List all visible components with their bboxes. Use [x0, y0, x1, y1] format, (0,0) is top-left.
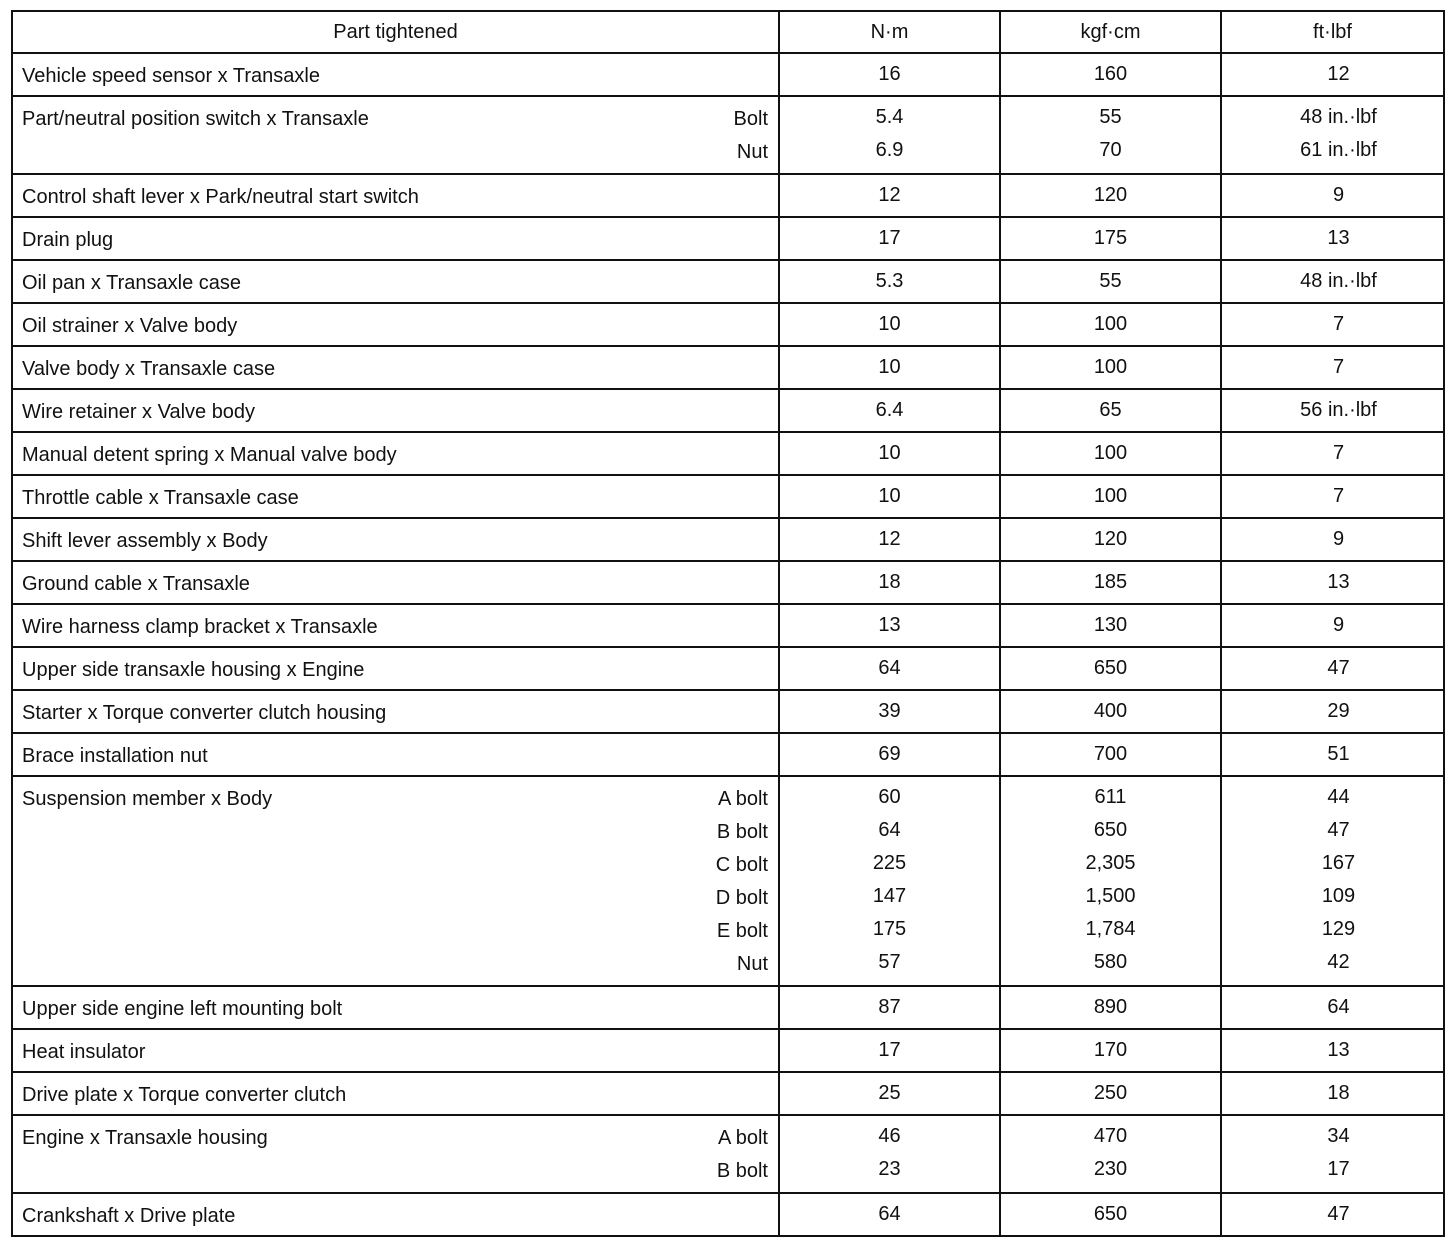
kgf-cm-value: 230	[1093, 1158, 1128, 1180]
kgf-cm-value: 170	[1093, 1039, 1128, 1061]
part-name: Throttle cable x Transaxle case	[22, 487, 299, 509]
ft-lbf-value-cell	[1221, 1193, 1444, 1236]
kgf-cm-value: 611	[1094, 786, 1127, 808]
table-row	[12, 986, 1444, 1029]
nm-value: 39	[878, 700, 901, 722]
part-cell	[12, 1029, 779, 1072]
nm-value-cell	[779, 1193, 1000, 1236]
part-cell	[12, 53, 779, 96]
nm-value-cell	[779, 346, 1000, 389]
table-row	[12, 561, 1444, 604]
nm-value-cell	[779, 1029, 1000, 1072]
ft-lbf-value-cell	[1221, 690, 1444, 733]
ft-lbf-value-cell	[1221, 432, 1444, 475]
nm-value: 18	[878, 571, 901, 593]
kgf-cm-value: 120	[1093, 528, 1128, 550]
ft-lbf-value: 64	[1327, 996, 1350, 1018]
torque-spec-table	[11, 10, 1445, 1237]
ft-lbf-value: 61 in.·lbf	[1300, 139, 1377, 161]
header-kgf-cm: kgf·cm	[1000, 11, 1221, 53]
kgf-cm-value: 120	[1093, 184, 1128, 206]
kgf-cm-value: 250	[1093, 1082, 1128, 1104]
kgf-cm-value-cell	[1000, 174, 1221, 217]
fastener-label: Nut	[736, 141, 768, 163]
part-cell	[12, 1193, 779, 1236]
nm-value: 46	[878, 1125, 901, 1147]
nm-value-cell	[779, 1115, 1000, 1193]
kgf-cm-value: 470	[1093, 1125, 1128, 1147]
table-row	[12, 1115, 1444, 1193]
kgf-cm-value-cell	[1000, 432, 1221, 475]
kgf-cm-value: 100	[1093, 442, 1128, 464]
table-row	[12, 733, 1444, 776]
table-row	[12, 389, 1444, 432]
ft-lbf-value-cell	[1221, 346, 1444, 389]
nm-value-cell	[779, 217, 1000, 260]
nm-value-cell	[779, 174, 1000, 217]
header-row	[12, 11, 1444, 53]
part-cell	[12, 690, 779, 733]
ft-lbf-value: 51	[1327, 743, 1350, 765]
ft-lbf-value: 7	[1332, 442, 1345, 464]
ft-lbf-value: 7	[1332, 313, 1345, 335]
ft-lbf-value-cell	[1221, 647, 1444, 690]
ft-lbf-value-cell	[1221, 260, 1444, 303]
table-row	[12, 475, 1444, 518]
kgf-cm-value-cell	[1000, 217, 1221, 260]
nm-value: 175	[872, 918, 907, 940]
kgf-cm-value: 650	[1093, 657, 1128, 679]
kgf-cm-value-cell	[1000, 1115, 1221, 1193]
nm-value: 5.3	[875, 270, 904, 292]
table-row	[12, 260, 1444, 303]
nm-value: 60	[878, 786, 901, 808]
part-name: Brace installation nut	[22, 745, 208, 767]
nm-value-cell	[779, 432, 1000, 475]
ft-lbf-value-cell	[1221, 733, 1444, 776]
part-name: Ground cable x Transaxle	[22, 573, 250, 595]
kgf-cm-value-cell	[1000, 1029, 1221, 1072]
nm-value-cell	[779, 690, 1000, 733]
part-name: Valve body x Transaxle case	[22, 358, 276, 380]
fastener-label: B bolt	[716, 821, 768, 843]
nm-value: 6.4	[875, 399, 904, 421]
part-cell	[12, 518, 779, 561]
nm-value-cell	[779, 303, 1000, 346]
ft-lbf-value-cell	[1221, 986, 1444, 1029]
ft-lbf-value-cell	[1221, 53, 1444, 96]
nm-value-cell	[779, 260, 1000, 303]
part-cell	[12, 174, 779, 217]
nm-value: 57	[878, 951, 901, 973]
nm-value-cell	[779, 518, 1000, 561]
nm-value-cell	[779, 776, 1000, 986]
torque-spec-document	[11, 10, 1443, 1237]
part-name: Upper side engine left mounting bolt	[22, 998, 343, 1020]
fastener-label: A bolt	[717, 1127, 768, 1149]
ft-lbf-value-cell	[1221, 1115, 1444, 1193]
ft-lbf-value: 9	[1332, 184, 1345, 206]
ft-lbf-value: 12	[1327, 63, 1350, 85]
kgf-cm-value-cell	[1000, 690, 1221, 733]
ft-lbf-value: 7	[1332, 356, 1345, 378]
nm-value-cell	[779, 475, 1000, 518]
fastener-label: E bolt	[716, 920, 768, 942]
nm-value: 17	[878, 1039, 901, 1061]
part-name: Drain plug	[22, 229, 114, 251]
part-name: Oil strainer x Valve body	[22, 315, 238, 337]
table-row	[12, 217, 1444, 260]
nm-value-cell	[779, 647, 1000, 690]
kgf-cm-value-cell	[1000, 96, 1221, 174]
part-name: Wire harness clamp bracket x Transaxle	[22, 616, 378, 638]
kgf-cm-value: 55	[1099, 270, 1122, 292]
kgf-cm-value: 130	[1093, 614, 1128, 636]
kgf-cm-value-cell	[1000, 561, 1221, 604]
nm-value: 64	[878, 1203, 901, 1225]
nm-value-cell	[779, 389, 1000, 432]
table-row	[12, 53, 1444, 96]
ft-lbf-value: 13	[1327, 571, 1350, 593]
header-nm: N·m	[779, 11, 1000, 53]
nm-value: 225	[872, 852, 907, 874]
part-name: Suspension member x Body	[22, 788, 273, 810]
nm-value: 69	[878, 743, 901, 765]
part-cell	[12, 647, 779, 690]
kgf-cm-value: 1,784	[1085, 918, 1136, 940]
fastener-label: A bolt	[717, 788, 768, 810]
kgf-cm-value: 100	[1093, 313, 1128, 335]
table-row	[12, 1072, 1444, 1115]
nm-value: 6.9	[875, 139, 904, 161]
nm-value: 64	[878, 819, 901, 841]
ft-lbf-value-cell	[1221, 303, 1444, 346]
kgf-cm-value-cell	[1000, 303, 1221, 346]
fastener-label: Nut	[736, 953, 768, 975]
kgf-cm-value-cell	[1000, 986, 1221, 1029]
nm-value-cell	[779, 96, 1000, 174]
kgf-cm-value-cell	[1000, 733, 1221, 776]
kgf-cm-value-cell	[1000, 389, 1221, 432]
nm-value: 10	[878, 485, 901, 507]
table-row	[12, 604, 1444, 647]
nm-value: 10	[878, 442, 901, 464]
table-row	[12, 518, 1444, 561]
ft-lbf-value: 47	[1327, 1203, 1350, 1225]
kgf-cm-value: 2,305	[1085, 852, 1136, 874]
ft-lbf-value: 13	[1327, 1039, 1350, 1061]
nm-value: 12	[878, 528, 901, 550]
nm-value: 23	[878, 1158, 901, 1180]
table-row	[12, 776, 1444, 986]
ft-lbf-value: 9	[1332, 614, 1345, 636]
part-name: Wire retainer x Valve body	[22, 401, 256, 423]
part-cell	[12, 260, 779, 303]
nm-value-cell	[779, 1072, 1000, 1115]
nm-value-cell	[779, 53, 1000, 96]
ft-lbf-value: 48 in.·lbf	[1300, 106, 1377, 128]
part-cell	[12, 604, 779, 647]
ft-lbf-value: 48 in.·lbf	[1300, 270, 1377, 292]
part-cell	[12, 776, 779, 986]
part-cell	[12, 96, 779, 174]
table-row	[12, 303, 1444, 346]
ft-lbf-value: 129	[1321, 918, 1356, 940]
kgf-cm-value: 100	[1093, 356, 1128, 378]
part-name: Starter x Torque converter clutch housing	[22, 702, 387, 724]
kgf-cm-value-cell	[1000, 647, 1221, 690]
kgf-cm-value-cell	[1000, 346, 1221, 389]
kgf-cm-value-cell	[1000, 260, 1221, 303]
kgf-cm-value: 65	[1099, 399, 1122, 421]
ft-lbf-value-cell	[1221, 217, 1444, 260]
ft-lbf-value: 109	[1321, 885, 1356, 907]
nm-value: 147	[872, 885, 907, 907]
ft-lbf-value: 18	[1327, 1082, 1350, 1104]
kgf-cm-value: 400	[1093, 700, 1128, 722]
ft-lbf-value-cell	[1221, 174, 1444, 217]
nm-value-cell	[779, 986, 1000, 1029]
part-cell	[12, 389, 779, 432]
kgf-cm-value-cell	[1000, 1193, 1221, 1236]
nm-value: 64	[878, 657, 901, 679]
part-name: Control shaft lever x Park/neutral start switch	[22, 186, 419, 208]
kgf-cm-value: 55	[1099, 106, 1122, 128]
kgf-cm-value: 70	[1099, 139, 1122, 161]
part-cell	[12, 733, 779, 776]
fastener-label: Bolt	[733, 108, 768, 130]
part-cell	[12, 217, 779, 260]
part-cell	[12, 1115, 779, 1193]
kgf-cm-value: 100	[1093, 485, 1128, 507]
kgf-cm-value-cell	[1000, 518, 1221, 561]
kgf-cm-value: 175	[1093, 227, 1128, 249]
nm-value: 16	[878, 63, 901, 85]
nm-value-cell	[779, 733, 1000, 776]
table-row	[12, 647, 1444, 690]
nm-value: 12	[878, 184, 901, 206]
ft-lbf-value-cell	[1221, 1029, 1444, 1072]
kgf-cm-value: 650	[1093, 819, 1128, 841]
fastener-label: B bolt	[716, 1160, 768, 1182]
kgf-cm-value: 700	[1093, 743, 1128, 765]
kgf-cm-value-cell	[1000, 475, 1221, 518]
table-row	[12, 96, 1444, 174]
kgf-cm-value-cell	[1000, 776, 1221, 986]
nm-value: 10	[878, 356, 901, 378]
part-cell	[12, 1072, 779, 1115]
part-cell	[12, 346, 779, 389]
kgf-cm-value: 160	[1093, 63, 1128, 85]
kgf-cm-value-cell	[1000, 53, 1221, 96]
part-name: Drive plate x Torque converter clutch	[22, 1084, 347, 1106]
ft-lbf-value-cell	[1221, 776, 1444, 986]
nm-value: 5.4	[875, 106, 904, 128]
part-cell	[12, 986, 779, 1029]
part-name: Crankshaft x Drive plate	[22, 1205, 236, 1227]
kgf-cm-value-cell	[1000, 604, 1221, 647]
ft-lbf-value: 9	[1332, 528, 1345, 550]
part-name: Oil pan x Transaxle case	[22, 272, 241, 294]
ft-lbf-value: 7	[1332, 485, 1345, 507]
ft-lbf-value: 13	[1327, 227, 1350, 249]
ft-lbf-value: 44	[1327, 786, 1350, 808]
kgf-cm-value: 890	[1093, 996, 1128, 1018]
part-name: Shift lever assembly x Body	[22, 530, 268, 552]
ft-lbf-value-cell	[1221, 561, 1444, 604]
kgf-cm-value: 580	[1093, 951, 1128, 973]
ft-lbf-value: 56 in.·lbf	[1300, 399, 1377, 421]
table-row	[12, 1193, 1444, 1236]
ft-lbf-value: 167	[1321, 852, 1356, 874]
ft-lbf-value: 34	[1327, 1125, 1350, 1147]
nm-value: 13	[878, 614, 901, 636]
part-name: Vehicle speed sensor x Transaxle	[22, 65, 320, 87]
ft-lbf-value: 29	[1327, 700, 1350, 722]
nm-value: 87	[878, 996, 901, 1018]
ft-lbf-value: 17	[1327, 1158, 1350, 1180]
nm-value: 17	[878, 227, 901, 249]
ft-lbf-value-cell	[1221, 475, 1444, 518]
part-cell	[12, 561, 779, 604]
kgf-cm-value: 650	[1093, 1203, 1128, 1225]
nm-value-cell	[779, 604, 1000, 647]
kgf-cm-value: 185	[1093, 571, 1128, 593]
kgf-cm-value-cell	[1000, 1072, 1221, 1115]
part-cell	[12, 303, 779, 346]
nm-value: 10	[878, 313, 901, 335]
table-row	[12, 174, 1444, 217]
header-part-tightened: Part tightened	[12, 11, 779, 53]
ft-lbf-value: 47	[1327, 819, 1350, 841]
header-ft-lbf: ft·lbf	[1221, 11, 1444, 53]
table-row	[12, 1029, 1444, 1072]
table-row	[12, 690, 1444, 733]
table-body	[12, 53, 1444, 1236]
ft-lbf-value-cell	[1221, 96, 1444, 174]
nm-value-cell	[779, 561, 1000, 604]
ft-lbf-value-cell	[1221, 518, 1444, 561]
nm-value: 25	[878, 1082, 901, 1104]
ft-lbf-value-cell	[1221, 604, 1444, 647]
table-row	[12, 432, 1444, 475]
ft-lbf-value: 42	[1327, 951, 1350, 973]
part-cell	[12, 432, 779, 475]
part-name: Part/neutral position switch x Transaxle	[22, 108, 369, 130]
part-name: Heat insulator	[22, 1041, 146, 1063]
fastener-label: C bolt	[715, 854, 768, 876]
part-name: Manual detent spring x Manual valve body	[22, 444, 397, 466]
ft-lbf-value-cell	[1221, 1072, 1444, 1115]
kgf-cm-value: 1,500	[1085, 885, 1136, 907]
ft-lbf-value: 47	[1327, 657, 1350, 679]
part-name: Engine x Transaxle housing	[22, 1127, 268, 1149]
part-cell	[12, 475, 779, 518]
part-name: Upper side transaxle housing x Engine	[22, 659, 365, 681]
ft-lbf-value-cell	[1221, 389, 1444, 432]
table-row	[12, 346, 1444, 389]
fastener-label: D bolt	[715, 887, 768, 909]
